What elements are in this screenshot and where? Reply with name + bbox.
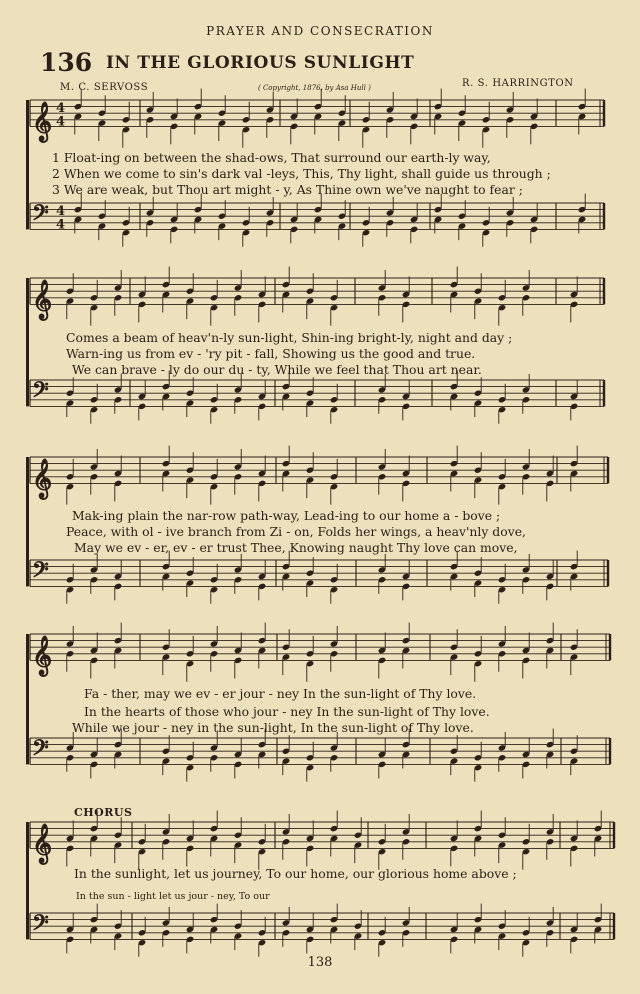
copyright-note: ( Copyright, 1876, by Asa Hull ) xyxy=(258,84,371,92)
bass-clef-icon: 𝄢 xyxy=(32,910,49,941)
chorus-lyric-line: In the sunlight, let us journey, To our home, our glorious home above ; xyxy=(74,866,517,881)
lyric-line-s4-v1: Fa - ther, may we ev - er jour - ney In the sun-light of Thy love. xyxy=(84,686,477,701)
treble-clef-icon: 𝄞 xyxy=(32,279,53,320)
chorus-bass-lyric-line: In the sun - light let us jour - ney, To our xyxy=(76,891,270,902)
lyric-line-s2-v1: Comes a beam of heav'n-ly sun-light, Shin-ing bright-ly, night and day ; xyxy=(66,330,513,345)
lyric-line-s4-v3: While we jour - ney in the sun-light, In the sun-light of Thy love. xyxy=(72,720,474,735)
treble-clef-icon: 𝄞 xyxy=(32,458,53,499)
time-signature-icon: 4 xyxy=(56,101,66,117)
running-head: PRAYER AND CONSECRATION xyxy=(206,24,434,38)
page-number: 138 xyxy=(307,955,333,970)
bass-clef-icon: 𝄢 xyxy=(32,377,49,408)
time-signature-icon: 4 xyxy=(56,217,66,233)
time-signature-icon: 4 xyxy=(56,114,66,130)
time-signature-icon: 4 xyxy=(56,204,66,220)
lyric-line-s3-v2: Peace, with ol - ive branch from Zi - on, Folds her wings, a heav'nly dove, xyxy=(66,524,526,539)
lyric-line-s3-v1: Mak-ing plain the nar-row path-way, Lead-ing to our home a - bove ; xyxy=(72,508,501,523)
hymn-title: IN THE GLORIOUS SUNLIGHT xyxy=(106,53,415,73)
system-bracket xyxy=(26,822,29,939)
lyric-line-s4-v2: In the hearts of those who jour - ney In the sun-light of Thy love. xyxy=(84,704,490,719)
treble-clef-icon: 𝄞 xyxy=(32,101,53,142)
system-bracket xyxy=(26,457,29,586)
bass-clef-icon: 𝄢 xyxy=(32,200,49,231)
chorus-label: CHORUS xyxy=(74,806,133,819)
author-credit: R. S. HARRINGTON xyxy=(462,78,574,89)
lyric-line-s2-v2: Warn-ing us from ev - 'ry pit - fall, Showing us the good and true. xyxy=(66,346,476,361)
bass-clef-icon: 𝄢 xyxy=(32,557,49,588)
treble-clef-icon: 𝄞 xyxy=(32,823,53,864)
bass-clef-icon: 𝄢 xyxy=(32,735,49,766)
lyric-line-s3-v3: May we ev - er, ev - er trust Thee, Knowing naught Thy love can move, xyxy=(74,540,518,555)
hymn-number: 136 xyxy=(40,48,93,77)
lyric-line-s1-v2: 2 When we come to sin's dark val -leys, This, Thy light, shall guide us through ; xyxy=(52,166,551,181)
system-bracket xyxy=(26,100,29,229)
system-bracket xyxy=(26,634,29,764)
lyric-line-s1-v1: 1 Float-ing on between the shad-ows, That surround our earth-ly way, xyxy=(52,150,491,165)
system-bracket xyxy=(26,278,29,406)
lyric-line-s1-v3: 3 We are weak, but Thou art might - y, As Thine own we've naught to fear ; xyxy=(52,182,523,197)
lyric-line-s2-v3: We can brave - ly do our du - ty, While we feel that Thou art near. xyxy=(72,362,482,377)
composer-credit: M. C. SERVOSS xyxy=(60,82,149,93)
treble-clef-icon: 𝄞 xyxy=(32,635,53,676)
